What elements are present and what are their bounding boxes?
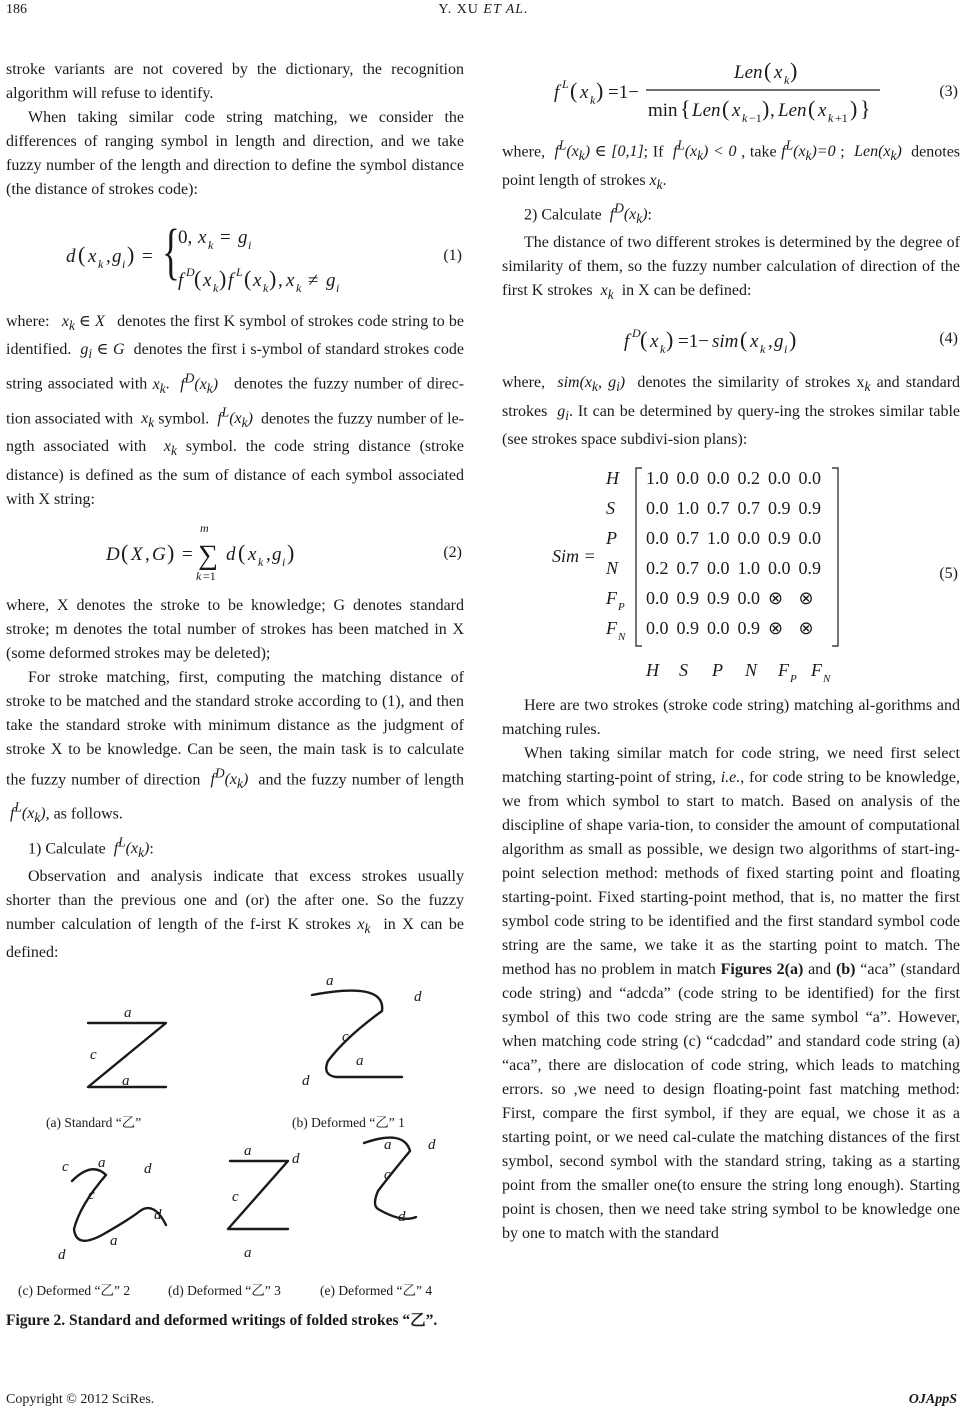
- xk-in-X: $x_k$ ∈ X: [53, 313, 114, 334]
- svg-text:x: x: [650, 331, 659, 353]
- svg-text:(: (: [808, 96, 816, 121]
- matrix-col-label: F: [811, 659, 822, 680]
- matrix-cell: ⊗: [798, 617, 814, 638]
- svg-text:a: a: [326, 973, 334, 989]
- left-paragraph-6: 1) Calculate $f^L(x_k)$:: [28, 834, 154, 861]
- Len-xk: $Len(x_k)$: [849, 143, 907, 164]
- right-paragraph-1: where, $f^L(x_k)$ ∈ [0,1]; If $f^L(x_k) < 0$ , take $f^L(x_k)=0$ ; $Len(x_k)$ denotes point length of strokes $x_k$.: [502, 138, 961, 192]
- svg-text:): ): [596, 78, 604, 103]
- matrix-cell: 0.7: [737, 497, 760, 518]
- matrix-col-label-sub: P: [790, 672, 797, 685]
- svg-text:x: x: [286, 270, 295, 291]
- figure-2: [6, 965, 464, 1343]
- svg-text:k: k: [208, 238, 214, 252]
- matrix-cell: 0.9: [798, 557, 821, 578]
- fL-negative: $f^L(x_k) < 0$: [668, 138, 737, 164]
- svg-text:k: k: [98, 257, 104, 271]
- svg-text:): ): [219, 266, 227, 291]
- p7-text: Observation and analysis indicate that excess strokes usually shorter than the previous one and (or) the after one. So the fuzzy number calculation of length of the f-irst K strokes: [6, 868, 464, 934]
- running-header: [0, 2, 967, 18]
- equation-3-svg: [502, 58, 922, 126]
- matrix-row-label: S: [606, 497, 615, 518]
- header-etal: ET AL.: [483, 2, 529, 17]
- equation-2-number: (2): [443, 543, 462, 561]
- svg-text:d: d: [144, 1161, 152, 1177]
- r-p6-text-a: When taking similar match for code string, we need first select matching starting-point of string,: [502, 744, 960, 786]
- svg-text:c: c: [90, 1047, 97, 1063]
- svg-text:): ): [789, 327, 797, 353]
- svg-text:+1: +1: [835, 111, 848, 125]
- matrix-row-label: H: [606, 467, 619, 488]
- svg-text:D: D: [632, 326, 641, 341]
- svg-text:Len: Len: [778, 100, 807, 121]
- right-column: [502, 58, 960, 1246]
- matrix-cell: 0.0: [707, 557, 730, 578]
- left-paragraph-2: When taking similar code string matching, we consider the differences of ranging symbol in length and direction, and we take fuzzy number of the length and direction to define the symbol distance (the distance of strokes code):: [6, 109, 464, 198]
- right-paragraph-6: [502, 742, 960, 1246]
- r-p6-ie: i.e.: [720, 768, 741, 786]
- svg-text:(: (: [570, 78, 578, 103]
- svg-text:k: k: [784, 73, 790, 87]
- left-column: [6, 58, 464, 965]
- r-p6-fig-ref-b: (b): [835, 960, 856, 978]
- left-paragraph-7: [6, 865, 464, 965]
- svg-text:,: ,: [106, 246, 111, 267]
- svg-text:g: g: [112, 246, 122, 267]
- r-p6-text-b: , for code string to be knowledge, we from which symbol to start to match. Based on analysis of the discipline of shape varia-tion, to consider the amount of computational algorithm as small as possible, we design two algorithms of start-ing-point selection method: methods of fixed starting point and floating starting-point. Fixed starting-point method, that is, no matter the first symbol code string to be identified and the first standard symbol code string are the same, we take it as the starting point to match. The method has no problem in match: [502, 768, 961, 978]
- svg-text:g: g: [272, 543, 282, 565]
- equation-1-number: (1): [443, 247, 462, 264]
- svg-text:(: (: [121, 539, 129, 565]
- xk-symbol-3: $x_k$: [155, 438, 177, 459]
- fD-xk-2: $f^D(x_k)$: [205, 765, 254, 792]
- svg-text:{: {: [162, 217, 180, 287]
- matrix-row-label-sub: P: [618, 600, 625, 613]
- matrix-cell: 0.0: [646, 587, 669, 608]
- stroke-c-deformed-2: [72, 1169, 166, 1241]
- p3-where: where:: [6, 313, 50, 330]
- p5-text: For stroke matching, first, computing the matching distance of stroke to be matched and the standard stroke according to (1), and then take the standard stroke with minimum distance as the judgment of stroke X to be knowledge. Can be seen, the main task is to calculate the fuzzy number of direction: [6, 668, 464, 788]
- matrix-cell: 0.0: [646, 617, 669, 638]
- svg-text:k: k: [196, 568, 202, 583]
- matrix-row-label: N: [606, 557, 619, 578]
- page-number: 186: [6, 2, 27, 17]
- caption-a: (a) Standard “乙”: [46, 1115, 142, 1130]
- svg-text:k: k: [828, 111, 834, 125]
- equation-4-svg: [502, 315, 922, 363]
- svg-text:(: (: [238, 539, 246, 565]
- svg-text:,: ,: [145, 543, 150, 565]
- matrix-cell: 0.0: [707, 467, 730, 488]
- matrix-cell: 0.9: [707, 587, 730, 608]
- matrix-cell: 0.7: [676, 557, 699, 578]
- svg-text:d: d: [154, 1207, 162, 1223]
- p3-text-g: symbol. the code string distance (stroke distance) is defined as the sum of distance of each symbol associated with X string:: [6, 438, 465, 508]
- r-p4-text-b: denotes the similarity of strokes x: [637, 374, 865, 392]
- gi-symbol: $g_i$: [552, 402, 569, 423]
- svg-text:x: x: [732, 100, 741, 121]
- r-p3-text: The distance of two different strokes is determined by the degree of similarity of them, so the fuzzy number calculation of direction of the first K strokes: [502, 234, 960, 300]
- matrix-col-label: F: [778, 659, 789, 680]
- matrix-row-label-sub: N: [618, 630, 626, 643]
- svg-text:i: i: [122, 257, 126, 271]
- svg-text:=: =: [182, 543, 193, 565]
- svg-text:x: x: [203, 270, 212, 291]
- r-p1-take: , take: [741, 143, 777, 161]
- equation-4: [502, 315, 960, 363]
- matrix-cell: ⊗: [798, 587, 814, 608]
- svg-text:=: =: [142, 246, 153, 267]
- svg-text:x: x: [198, 227, 207, 248]
- r-p6-fig-ref: Figures 2(a): [720, 960, 804, 978]
- svg-text:d: d: [428, 1137, 436, 1153]
- equation-2: [6, 520, 464, 586]
- matrix-col-label-sub: N: [823, 672, 831, 685]
- matrix-cell: 0.0: [737, 527, 760, 548]
- right-paragraph-4: where, $sim(x_k$, $g_i$) denotes the similarity of strokes $x_k$ and standard strokes $g_i$. It can be determined by query-ing the strokes similar table (see strokes space subdivi-sion plans):: [502, 374, 961, 448]
- svg-text:L: L: [236, 265, 243, 279]
- p3-text-e: symbol.: [158, 410, 210, 428]
- svg-text:{: {: [680, 96, 691, 121]
- svg-text:i: i: [784, 342, 788, 357]
- matrix-cell: 0.0: [737, 587, 760, 608]
- matrix-col-label: P: [712, 659, 723, 680]
- svg-text:c: c: [88, 1187, 95, 1203]
- svg-text:i: i: [248, 238, 252, 252]
- svg-text:c: c: [62, 1159, 69, 1175]
- svg-text:a: a: [110, 1233, 118, 1249]
- r-p2-text: 2) Calculate: [524, 206, 602, 224]
- svg-text:a: a: [356, 1053, 364, 1069]
- svg-text:x: x: [248, 543, 257, 565]
- svg-text:d: d: [226, 543, 236, 565]
- matrix-cell: 0.0: [646, 527, 669, 548]
- svg-text:g: g: [326, 270, 336, 291]
- svg-text:(: (: [244, 266, 252, 291]
- matrix-col-label: S: [679, 659, 688, 680]
- p3-text-c: denotes the first i s-ymbol of standard strokes code string associated with: [6, 341, 464, 393]
- svg-text:): ): [167, 539, 175, 565]
- svg-text:a: a: [122, 1073, 130, 1089]
- left-paragraph-1: stroke variants are not covered by the dictionary, the recognition algorithm will refuse to identify.: [6, 61, 464, 102]
- matrix-cell: 1.0: [646, 467, 669, 488]
- r-p3-text-b: in X can be defined:: [621, 282, 752, 300]
- caption-e: (e) Deformed “乙” 4: [320, 1283, 433, 1298]
- svg-text:min: min: [648, 100, 678, 121]
- svg-text:(: (: [78, 242, 86, 267]
- matrix-cell: ⊗: [768, 587, 784, 608]
- r-p6-text-c: “aca” (standard code string) and “adcda” (code string to be identified) for the first symbol of this two code string are the same symbol “a”. However, when matching code string (c) “cadcdad” and standard code string (a) “aca”, there are dislocation of code string, which leads to matching errors. so ,we need to design floating-point fast matching method: First, compare the first symbol, if they are equal, we chose it as a starting point, or we need cal-culate the matching distances of the first symbol, second symbol with the standard string, taking as a starting point from the smaller one(to ensure the string long enough). Starting point is chosen, then we need take string symbol to be knowledge one by one to match with the standard: [502, 960, 961, 1242]
- gi-in-G: $g_i$ ∈ G: [75, 341, 130, 362]
- matrix-row-label: F: [606, 617, 617, 638]
- p6-text: 1) Calculate: [28, 839, 106, 857]
- svg-text:≠: ≠: [308, 270, 319, 291]
- matrix-cell: 0.0: [707, 617, 730, 638]
- svg-text:}: }: [860, 96, 871, 121]
- matrix-cell: 0.2: [737, 467, 760, 488]
- svg-text:d: d: [66, 246, 76, 267]
- svg-text:x: x: [88, 246, 97, 267]
- header-authors: Y. XU: [438, 2, 479, 17]
- fD-xk: $f^D(x_k)$: [174, 370, 229, 396]
- p5-text-c: , as follows.: [45, 805, 123, 823]
- svg-text:d: d: [398, 1209, 406, 1225]
- svg-text:i: i: [336, 281, 340, 295]
- svg-text:x: x: [580, 82, 589, 103]
- equation-5: [502, 462, 960, 686]
- svg-text:g: g: [774, 331, 784, 353]
- fL-range: $f^L(x_k)$ ∈ [0,1]: [549, 138, 644, 164]
- equation-4-number: (4): [939, 330, 958, 348]
- svg-text:,: ,: [768, 331, 773, 353]
- equation-3: [502, 58, 960, 126]
- svg-text:f: f: [228, 270, 234, 291]
- svg-text:x: x: [253, 270, 262, 291]
- matrix-cell: 0.9: [798, 497, 821, 518]
- matrix-col-label: N: [745, 659, 758, 680]
- matrix-lhs: Sim =: [552, 545, 596, 566]
- svg-text:k: k: [263, 281, 269, 295]
- svg-text:d: d: [292, 1151, 300, 1167]
- svg-text:a: a: [244, 1143, 252, 1159]
- left-paragraph-4: where, X denotes the stroke to be knowledge; G denotes standard stroke; m denotes the total number of strokes has been matched in X (some deformed strokes may be deleted);: [6, 596, 464, 662]
- right-paragraph-5: Here are two strokes (stroke code string) matching al-gorithms and matching rules.: [502, 696, 960, 738]
- matrix-cell: 0.9: [768, 527, 791, 548]
- r-p1-where: where,: [502, 143, 546, 161]
- p3-text-d: denotes the fuzzy number of direc-tion associated with: [6, 375, 465, 428]
- r-p1-if: ; If: [643, 143, 664, 161]
- matrix-row-label: F: [606, 587, 617, 608]
- xk-symbol-4: $x_k$: [350, 916, 371, 937]
- matrix-cell: 0.0: [676, 467, 699, 488]
- right-paragraph-3: [502, 231, 960, 307]
- svg-text:f: f: [554, 82, 560, 103]
- svg-text:a: a: [244, 1245, 252, 1261]
- equation-1: [6, 210, 464, 302]
- xk-symbol-5: $x_k$: [649, 171, 663, 192]
- p5-text-b: and the fuzzy number of length: [258, 770, 465, 788]
- matrix-cell: 0.9: [737, 617, 760, 638]
- figure-caption: Figure 2. Standard and deformed writings of folded strokes “乙”.: [6, 1312, 438, 1329]
- svg-text:=: =: [220, 227, 231, 248]
- footer-journal: OJAppS: [908, 1392, 957, 1407]
- xk-symbol-6: $x_k$: [596, 282, 614, 303]
- matrix-cell: 0.0: [646, 497, 669, 518]
- svg-text:c: c: [384, 1167, 391, 1183]
- figure-2-drawings: [6, 965, 464, 1305]
- svg-text:i: i: [282, 554, 286, 569]
- matrix-right-bracket: [832, 468, 838, 646]
- xk-symbol: $x_k$: [147, 375, 166, 396]
- matrix-cell: 1.0: [707, 527, 730, 548]
- footer-copyright: Copyright © 2012 SciRes.: [6, 1392, 155, 1407]
- matrix-cell: 0.7: [676, 527, 699, 548]
- svg-text:d: d: [414, 989, 422, 1005]
- caption-d: (d) Deformed “乙” 3: [168, 1283, 281, 1298]
- svg-text:,: ,: [266, 543, 271, 565]
- svg-text:x: x: [750, 331, 759, 353]
- svg-text:): ): [850, 96, 858, 121]
- svg-text:,: ,: [770, 100, 775, 121]
- svg-text:=1−: =1−: [678, 331, 709, 353]
- svg-text:−1: −1: [749, 111, 762, 125]
- r-p4-text-c: and standard strokes: [502, 374, 961, 420]
- r-p4-text-d: . It can be determined by query-ing the strokes similar table (see strokes space subdivi-sion plans):: [502, 402, 961, 448]
- svg-text:d: d: [302, 1073, 310, 1089]
- matrix-cell: 0.0: [768, 557, 791, 578]
- fL-xk-3: $f^L(x_k)$: [109, 834, 150, 861]
- xk-symbol-2: $x_k$: [137, 410, 155, 431]
- svg-text:): ): [666, 327, 674, 353]
- svg-text:(: (: [740, 327, 748, 353]
- svg-text:(: (: [194, 266, 202, 291]
- similarity-matrix: [502, 462, 960, 686]
- p7-text-b: in X can be defined:: [6, 916, 464, 962]
- svg-text:L: L: [562, 77, 569, 91]
- fL-zero: $f^L(x_k)=0$: [781, 138, 836, 164]
- left-paragraph-5: [6, 666, 464, 831]
- svg-text:k: k: [760, 342, 766, 357]
- right-paragraph-2: 2) Calculate $f^D(x_k)$:: [524, 200, 652, 227]
- left-paragraph-3: where: $x_k$ ∈ X denotes the first K symbol of strokes code string to be identified. $g_i$ ∈ G denotes the first i s-ymbol of standard strokes code string associated with $x_k$. $f^D(x_k)$ denotes the fuzzy number of direc-tion associated with $x_k$ symbol. $f^L(x_k)$ denotes the fuzzy number of le-ngth associated with $x_k$ symbol. the code string distance (stroke distance) is defined as the sum of distance of each symbol associated with X string:: [6, 313, 465, 508]
- svg-text:k: k: [296, 281, 302, 295]
- svg-text:): ): [287, 539, 295, 565]
- svg-text:k: k: [742, 111, 748, 125]
- svg-text:g: g: [238, 227, 248, 248]
- svg-text:=1: =1: [203, 568, 216, 583]
- svg-text:c: c: [232, 1189, 239, 1205]
- svg-text:f: f: [624, 331, 630, 353]
- svg-text:X: X: [131, 543, 143, 565]
- matrix-cell: 0.0: [798, 467, 821, 488]
- svg-text:k: k: [258, 554, 264, 569]
- svg-text:Len: Len: [692, 100, 721, 121]
- sim-xk-gi: $sim(x_k$, $g_i$): [551, 374, 632, 395]
- svg-text:G: G: [152, 543, 166, 565]
- equation-2-svg: [6, 520, 426, 586]
- svg-text:k: k: [660, 342, 666, 357]
- svg-text:): ): [762, 96, 770, 121]
- fD-xk-3: $f^D(x_k)$: [605, 200, 648, 227]
- fL-xk-2: $f^L(x_k)$: [6, 800, 46, 826]
- svg-text:∑: ∑: [198, 539, 218, 571]
- svg-text:a: a: [98, 1155, 106, 1171]
- svg-text:x: x: [774, 62, 783, 83]
- matrix-cell: 0.2: [646, 557, 669, 578]
- p3-text-f: denotes the fuzzy number of le-ngth associated with: [6, 410, 465, 456]
- svg-text:d: d: [58, 1247, 66, 1263]
- matrix-cell: 0.7: [707, 497, 730, 518]
- svg-text:a: a: [384, 1137, 392, 1153]
- svg-text:D: D: [186, 265, 195, 279]
- r-p1-text-d: denotes point length of strokes: [502, 143, 961, 189]
- svg-text:k: k: [590, 93, 596, 107]
- svg-text:(: (: [640, 327, 648, 353]
- svg-text:c: c: [342, 1029, 349, 1045]
- svg-text:(: (: [764, 58, 772, 83]
- equation-3-number: (3): [939, 83, 958, 100]
- svg-text:=1−: =1−: [608, 82, 639, 103]
- svg-text:a: a: [124, 1005, 132, 1021]
- svg-text:): ): [790, 58, 798, 83]
- matrix-left-bracket: [636, 468, 642, 646]
- caption-c: (c) Deformed “乙” 2: [18, 1283, 131, 1298]
- matrix-col-label: H: [646, 659, 659, 680]
- matrix-row-label: P: [606, 527, 617, 548]
- svg-text:k: k: [213, 281, 219, 295]
- fL-xk: $f^L(x_k)$: [213, 404, 257, 431]
- svg-text:): ): [269, 266, 277, 291]
- svg-text:,: ,: [278, 270, 283, 291]
- matrix-cell: 0.9: [768, 497, 791, 518]
- svg-text:m: m: [200, 520, 209, 535]
- svg-text:Len: Len: [734, 62, 763, 83]
- svg-text:0,: 0,: [178, 227, 193, 248]
- caption-b: (b) Deformed “乙” 1: [292, 1115, 405, 1130]
- equation-1-svg: [6, 210, 426, 302]
- svg-text:f: f: [178, 270, 184, 291]
- matrix-cell: 0.9: [676, 617, 699, 638]
- matrix-cell: 0.0: [768, 467, 791, 488]
- svg-text:(: (: [722, 96, 730, 121]
- svg-text:x: x: [818, 100, 827, 121]
- matrix-cell: 1.0: [676, 497, 699, 518]
- r-p4-where: where,: [502, 374, 546, 392]
- r-p6-and: and: [808, 960, 832, 978]
- matrix-cell: 0.0: [798, 527, 821, 548]
- matrix-cell: 0.9: [676, 587, 699, 608]
- svg-text:): ): [127, 242, 135, 267]
- svg-text:sim: sim: [712, 331, 739, 353]
- equation-5-number: (5): [939, 564, 958, 582]
- svg-text:D: D: [106, 543, 120, 565]
- matrix-cell: ⊗: [768, 617, 784, 638]
- matrix-cell: 1.0: [737, 557, 760, 578]
- p3-text-b: denotes the first K symbol of strokes code string to be identified.: [6, 313, 465, 359]
